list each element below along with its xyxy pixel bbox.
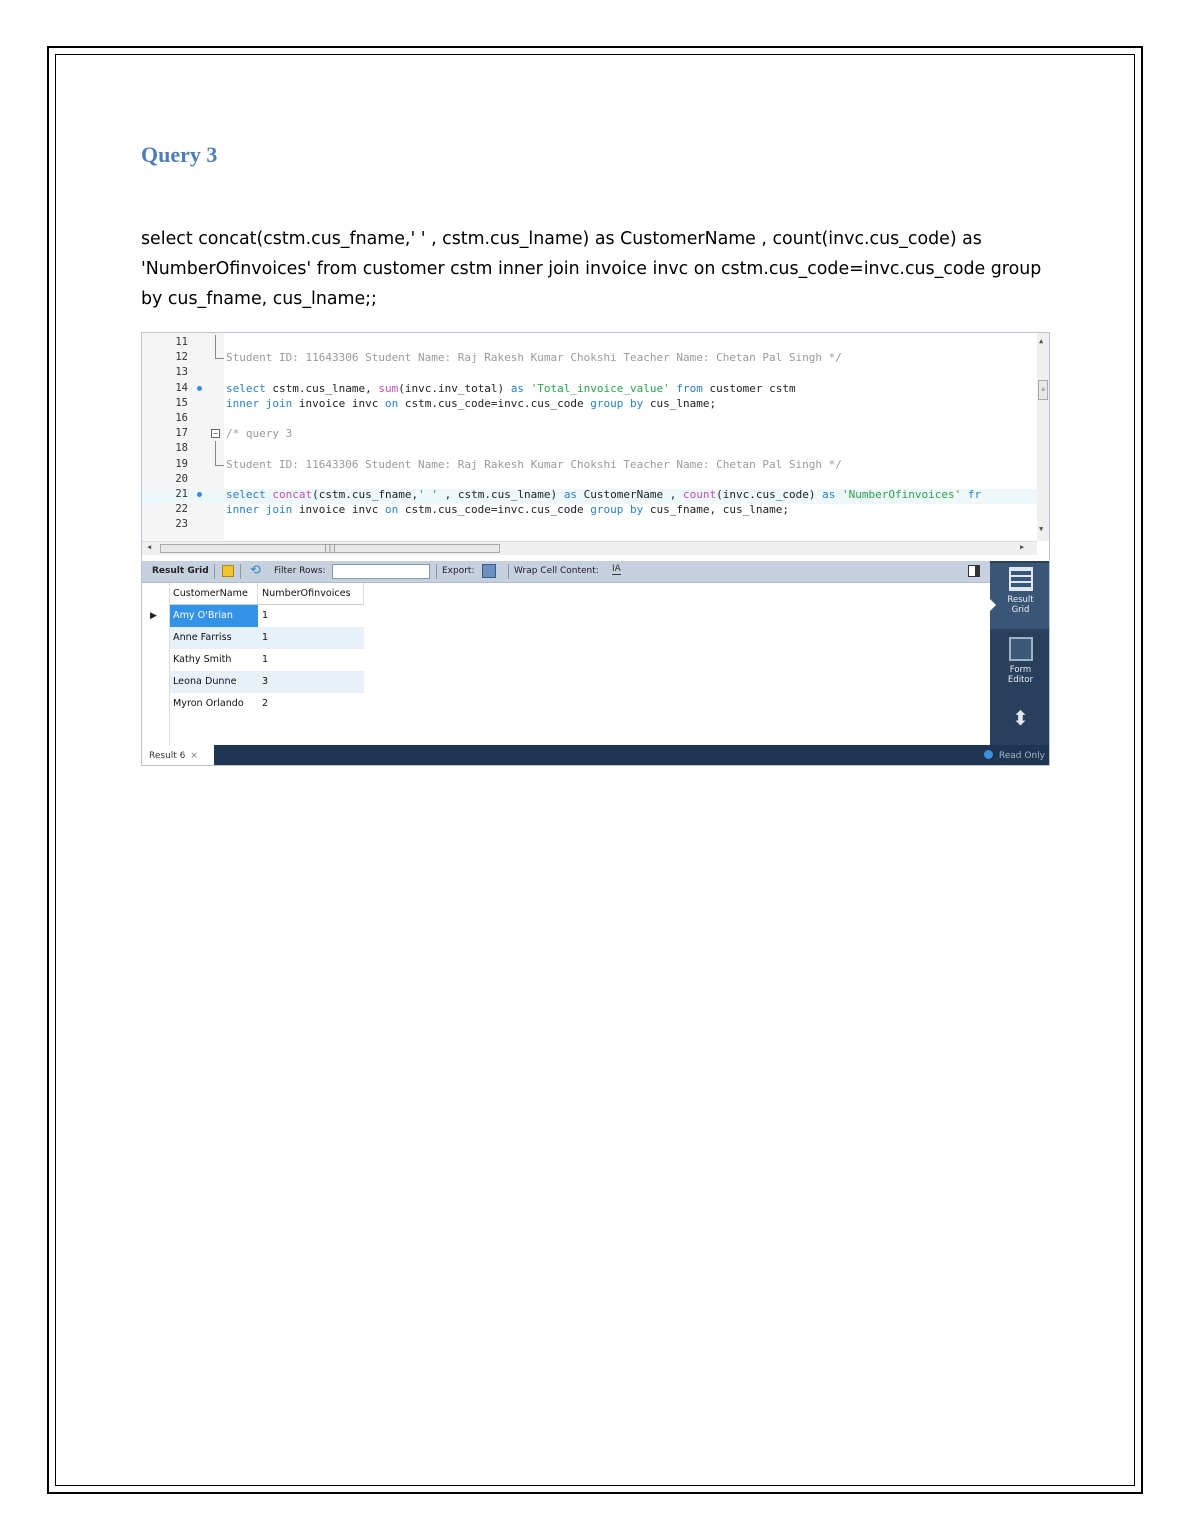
form-editor-button[interactable]: Form Editor	[990, 633, 1050, 695]
code-token: fr	[961, 487, 982, 501]
code-line[interactable]	[142, 413, 1037, 428]
line-number: 12	[175, 351, 188, 364]
chevron-up-down-icon: ⬍	[1012, 706, 1029, 730]
active-indicator	[990, 599, 996, 611]
code-line[interactable]	[142, 337, 1037, 352]
result-toolbar	[142, 561, 990, 583]
code-token: customer cstm	[702, 381, 796, 395]
cell-customer-name[interactable]: Myron Orlando	[173, 698, 244, 709]
code-token: inner join	[226, 396, 293, 410]
form-editor-icon	[1009, 637, 1033, 661]
code-text	[226, 383, 796, 394]
line-number: 18	[175, 442, 188, 455]
line-number: 20	[175, 472, 188, 485]
code-token: select	[226, 487, 266, 501]
code-line[interactable]	[142, 352, 1037, 367]
table-row[interactable]	[142, 649, 364, 671]
code-line[interactable]	[142, 489, 1037, 504]
wrap-cell-label: Wrap Cell Content:	[514, 566, 599, 576]
workbench-screenshot	[141, 332, 1050, 766]
filter-rows-input[interactable]	[332, 564, 430, 579]
table-row[interactable]	[142, 671, 364, 693]
cell-customer-name[interactable]: Anne Farriss	[170, 627, 258, 649]
code-token: (cstm.cus_fname,	[312, 487, 419, 501]
vertical-scroll-thumb[interactable]: ≡	[1038, 380, 1048, 400]
fold-line	[215, 335, 216, 351]
line-number: 21	[175, 487, 188, 500]
section-heading: Query 3	[141, 142, 218, 167]
info-icon	[984, 750, 993, 759]
line-number: 17	[175, 427, 188, 440]
cell-invoice-count[interactable]: 3	[258, 671, 364, 693]
side-panel	[990, 561, 1050, 745]
code-token: from	[676, 381, 703, 395]
code-token: (invc.cus_code)	[716, 487, 823, 501]
code-token: inner join	[226, 503, 293, 517]
scroll-up-icon[interactable]: ▲	[1039, 337, 1044, 345]
code-line[interactable]	[142, 504, 1037, 519]
sql-editor[interactable]	[142, 337, 1037, 534]
row-indicator[interactable]	[142, 671, 170, 693]
result-grid-button[interactable]: Result Grid	[990, 563, 1050, 629]
code-token: select	[226, 381, 266, 395]
table-row[interactable]	[142, 627, 364, 649]
statement-marker-icon	[197, 386, 202, 391]
close-icon[interactable]: ×	[190, 751, 198, 761]
scroll-left-icon[interactable]: ◀	[147, 543, 152, 551]
code-token: concat	[272, 487, 313, 501]
vertical-scrollbar[interactable]	[1037, 333, 1049, 541]
table-row[interactable]	[142, 693, 364, 715]
code-token: Student ID: 11643306 Student Name: Raj Rakesh Kumar Chokshi Teacher Name: Chetan Pal Singh */	[226, 351, 842, 365]
code-token: (invc.inv_total)	[398, 381, 511, 395]
horizontal-scroll-thumb[interactable]: |||	[160, 544, 500, 553]
code-token: CustomerName ,	[577, 487, 684, 501]
code-text	[226, 428, 292, 439]
grid-header-row	[142, 583, 364, 605]
scroll-down-icon[interactable]: ▼	[1039, 525, 1044, 533]
refresh-icon[interactable]: ⟲	[250, 563, 261, 578]
code-token: ' '	[418, 487, 438, 501]
row-indicator[interactable]	[142, 693, 170, 715]
result-tab[interactable]: Result 6 ×	[142, 745, 214, 766]
export-icon[interactable]	[482, 564, 496, 578]
expand-collapse-button[interactable]	[990, 707, 1050, 741]
cell-invoice-count[interactable]: 1	[262, 654, 269, 665]
fold-toggle-icon[interactable]: −	[211, 429, 220, 438]
code-token: group by	[590, 503, 644, 517]
column-header[interactable]: CustomerName	[170, 583, 258, 605]
code-line[interactable]	[142, 519, 1037, 534]
result-grid[interactable]	[142, 583, 990, 745]
code-token: cstm.cus_lname,	[265, 381, 379, 395]
read-only-status: Read Only	[984, 745, 1045, 766]
line-number: 11	[175, 336, 188, 348]
line-number: 14	[175, 381, 188, 394]
line-number: 16	[175, 411, 188, 424]
fold-end	[215, 350, 224, 359]
line-number: 15	[175, 396, 188, 409]
code-token	[524, 382, 531, 395]
code-token: group by	[590, 396, 644, 410]
code-line[interactable]	[142, 367, 1037, 382]
code-line[interactable]	[142, 383, 1037, 398]
code-token: /* query 3	[226, 427, 293, 441]
status-bar	[142, 745, 1050, 766]
result-grid-tab[interactable]: Result Grid	[152, 566, 209, 576]
export-label: Export:	[442, 566, 475, 576]
filter-rows-label: Filter Rows:	[274, 566, 326, 576]
row-indicator-header	[142, 583, 170, 605]
line-number: 19	[175, 457, 188, 470]
code-text	[226, 504, 789, 515]
code-text	[226, 459, 842, 470]
row-indicator-strip	[142, 715, 170, 745]
code-token: 'NumberOfinvoices'	[842, 487, 962, 501]
column-header[interactable]: NumberOfinvoices	[258, 583, 364, 605]
code-token: on	[384, 396, 399, 410]
line-number: 23	[175, 518, 188, 531]
code-line[interactable]	[142, 459, 1037, 474]
row-indicator[interactable]	[142, 649, 170, 671]
code-token: Student ID: 11643306 Student Name: Raj Rakesh Kumar Chokshi Teacher Name: Chetan Pal Singh */	[226, 457, 842, 471]
toggle-panel-icon[interactable]	[968, 565, 980, 577]
horizontal-scrollbar[interactable]	[142, 541, 1037, 555]
code-token: cus_lname;	[643, 396, 717, 410]
query-text: select concat(cstm.cus_fname,' ' , cstm.cus_lname) as CustomerName , count(invc.cus_code) as 'NumberOfinvoices' from customer cstm inner join invoice invc on cstm.cus_code=invc.cus_code group by cus_fname, cus_lname;;	[141, 229, 1042, 309]
scroll-right-icon[interactable]: ▶	[1020, 543, 1025, 551]
code-token: , cstm.cus_lname)	[437, 487, 564, 501]
code-token	[835, 488, 842, 501]
code-token: on	[384, 503, 399, 517]
table-row[interactable]	[142, 605, 364, 627]
cell-invoice-count[interactable]: 1	[262, 610, 269, 621]
line-number: 13	[175, 366, 188, 379]
statement-marker-icon	[197, 492, 202, 497]
code-line[interactable]	[142, 443, 1037, 458]
code-text	[226, 398, 716, 409]
cell-customer-name[interactable]: Leona Dunne	[170, 671, 258, 693]
fold-line	[215, 441, 216, 457]
code-token: invoice invc	[292, 396, 385, 410]
cell-invoice-count[interactable]: 2	[262, 698, 269, 709]
result-grid-icon	[1009, 567, 1033, 591]
code-text	[226, 352, 842, 363]
code-token: as	[510, 381, 525, 395]
row-indicator[interactable]	[142, 605, 170, 627]
code-token: sum	[378, 381, 399, 395]
current-row-icon: ▶	[150, 611, 157, 621]
code-line[interactable]	[142, 398, 1037, 413]
grid-view-icon[interactable]	[222, 565, 234, 577]
cell-customer-name[interactable]: Kathy Smith	[173, 654, 232, 665]
cell-customer-name[interactable]: Amy O'Brian	[170, 605, 258, 627]
code-token: 'Total_invoice_value'	[530, 381, 670, 395]
cell-invoice-count[interactable]: 1	[258, 627, 364, 649]
wrap-cell-icon[interactable]: IA	[612, 564, 621, 574]
fold-end	[215, 457, 224, 466]
code-line[interactable]	[142, 474, 1037, 489]
code-token: as	[822, 487, 836, 501]
line-number: 22	[175, 503, 188, 516]
code-line[interactable]	[142, 428, 1037, 443]
code-text	[226, 489, 981, 500]
code-token: as	[563, 487, 578, 501]
code-token: cus_fname, cus_lname;	[643, 503, 789, 517]
code-token: cstm.cus_code=invc.cus_code	[398, 396, 591, 410]
row-indicator[interactable]	[142, 627, 170, 649]
code-token: cstm.cus_code=invc.cus_code	[398, 503, 591, 517]
code-token: invoice invc	[292, 503, 385, 517]
code-token: count	[683, 487, 717, 501]
